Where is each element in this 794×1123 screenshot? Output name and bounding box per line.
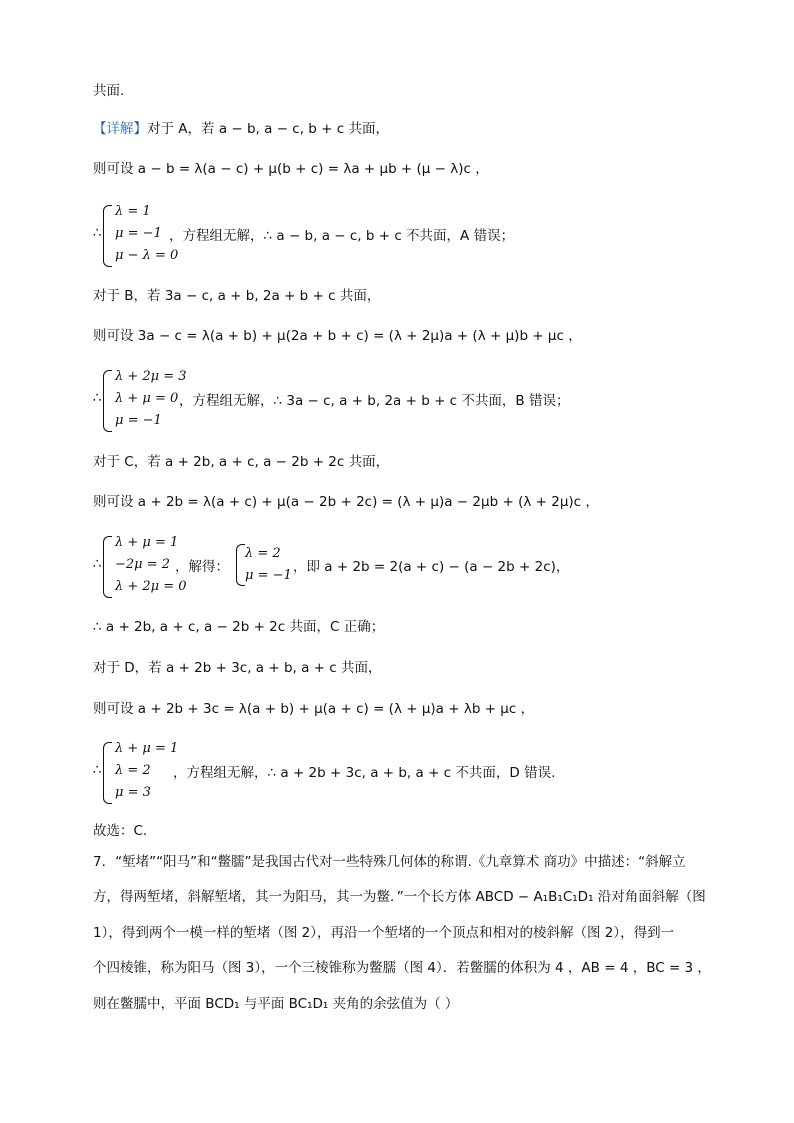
- question-7-line: 7．“堑堵”“阳马”和“鳖臑”是我国古代对一些特殊几何体的称谓.《九章算术 商功》中描述：“斜解立: [93, 854, 686, 870]
- question-7-line: 则在鳖臑中，平面 BCD₁ 与平面 BC₁D₁ 夹角的余弦值为（ ）: [93, 996, 459, 1012]
- therefore-symbol: ∴: [93, 556, 102, 572]
- equation-system-d: [93, 738, 653, 808]
- equation: −2μ = 2: [115, 557, 171, 572]
- equation: λ = 1: [115, 204, 151, 219]
- equation: μ − λ = 0: [115, 248, 179, 263]
- text-line: 则可设 a + 2b + 3c = λ(a + b) + μ(a + c) = (λ + μ)a + λb + μc ，: [93, 701, 535, 717]
- equation: μ = −1: [115, 413, 162, 428]
- equation-system-c: [93, 532, 693, 602]
- equation: λ + μ = 1: [115, 741, 179, 756]
- equation: λ + μ = 0: [115, 391, 179, 406]
- therefore-symbol: ∴: [93, 390, 102, 406]
- option-a-statement: 对于 A，若 a − b, a − c, b + c 共面，: [147, 121, 389, 137]
- text-line: [93, 120, 389, 138]
- text-line: 则可设 3a − c = λ(a + b) + μ(2a + b + c) = (λ + 2μ)a + (λ + μ)b + μc ，: [93, 328, 582, 344]
- solution: μ = −1: [245, 568, 292, 583]
- left-brace: [103, 742, 112, 804]
- equation-system-a: [93, 201, 653, 271]
- conclusion: ，方程组无解，∴ a + 2b + 3c, a + b, a + c 不共面，D 错误.: [173, 765, 556, 781]
- equation: λ + 2μ = 0: [115, 579, 187, 594]
- equation: λ = 2: [115, 763, 151, 778]
- equation: λ + μ = 1: [115, 535, 179, 550]
- therefore-symbol: ∴: [93, 225, 102, 241]
- equation: μ = −1: [115, 226, 162, 241]
- question-7-line: 个四棱锥，称为阳马（图 3），一个三棱锥称为鳖臑（图 4）．若鳖臑的体积为 4 ，AB = 4 ，BC = 3 ，: [93, 960, 711, 976]
- question-7-line: 方，得两堑堵，斜解堑堵，其一为阳马，其一为鳖．”一个长方体 ABCD − A₁B₁C₁D₁ 沿对角面斜解（图: [93, 889, 706, 905]
- equation-system-b: [93, 366, 653, 436]
- text-line: 共面.: [93, 83, 125, 99]
- conclusion: ，即 a + 2b = 2(a + c) − (a − 2b + 2c)，: [293, 559, 570, 575]
- left-brace: [236, 544, 245, 586]
- equation: μ = 3: [115, 785, 151, 800]
- left-brace: [103, 536, 112, 598]
- equation: λ + 2μ = 3: [115, 369, 187, 384]
- text-line: 则可设 a + 2b = λ(a + c) + μ(a − 2b + 2c) = (λ + μ)a − 2μb + (λ + 2μ)c ，: [93, 494, 599, 510]
- text-line: 则可设 a − b = λ(a − c) + μ(b + c) = λa + μb + (μ − λ)c ，: [93, 161, 489, 177]
- therefore-symbol: ∴: [93, 762, 102, 778]
- solve-label: ，解得：: [175, 559, 229, 575]
- solution: λ = 2: [245, 546, 281, 561]
- answer-line: 故选：C.: [93, 823, 148, 839]
- text-line: 对于 D，若 a + 2b + 3c, a + b, a + c 共面，: [93, 660, 382, 676]
- detail-tag: 【详解】: [93, 121, 147, 137]
- question-7-line: 1），得到两个一模一样的堑堵（图 2），再沿一个堑堵的一个顶点和相对的棱斜解（图 2），得到一: [93, 925, 675, 941]
- left-brace: [103, 205, 112, 267]
- left-brace: [103, 370, 112, 432]
- text-line: ∴ a + 2b, a + c, a − 2b + 2c 共面，C 正确；: [93, 619, 385, 635]
- text-line: 对于 C，若 a + 2b, a + c, a − 2b + 2c 共面，: [93, 454, 390, 470]
- text-line: 对于 B，若 3a − c, a + b, 2a + b + c 共面，: [93, 288, 381, 304]
- conclusion: ，方程组无解，∴ a − b, a − c, b + c 不共面，A 错误；: [169, 228, 515, 244]
- conclusion: ，方程组无解，∴ 3a − c, a + b, 2a + b + c 不共面，B 错误；: [179, 393, 570, 409]
